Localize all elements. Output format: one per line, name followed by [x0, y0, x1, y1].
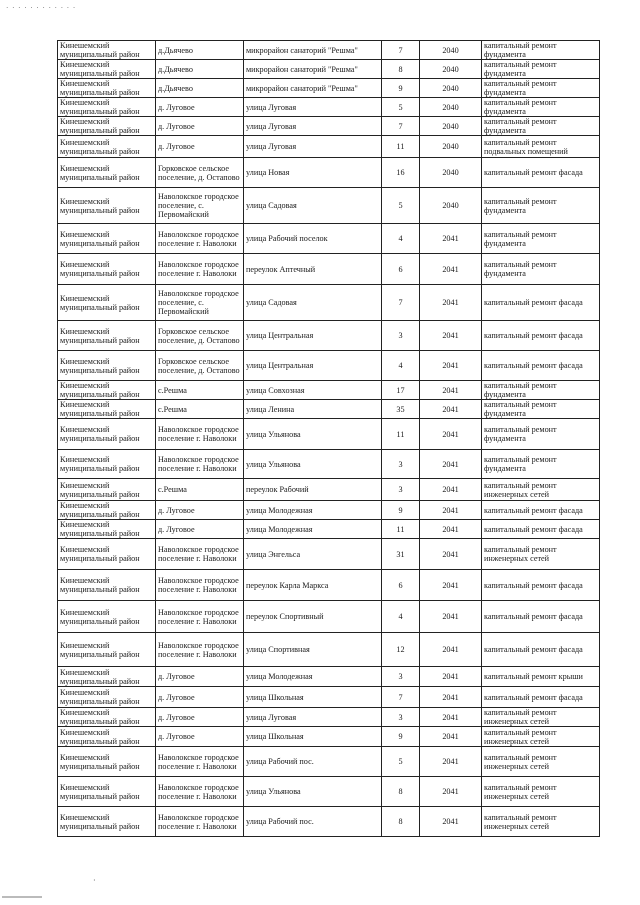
cell-house-number: 4	[382, 224, 420, 254]
cell-municipality: Кинешемский муниципальный район	[58, 419, 156, 450]
cell-settlement: д. Луговое	[156, 136, 244, 158]
cell-work-type: капитальный ремонт фасада	[482, 285, 600, 321]
cell-street: микрорайон санаторий "Решма"	[244, 79, 382, 98]
cell-municipality: Кинешемский муниципальный район	[58, 747, 156, 777]
cell-street: улица Молодежная	[244, 520, 382, 539]
cell-settlement: Наволокское городское поселение г. Наволоки	[156, 254, 244, 285]
cell-settlement: Наволокское городское поселение г. Наволоки	[156, 601, 244, 633]
cell-municipality: Кинешемский муниципальный район	[58, 60, 156, 79]
cell-work-type: капитальный ремонт инженерных сетей	[482, 807, 600, 837]
cell-work-type: капитальный ремонт фундамента	[482, 188, 600, 224]
table-row	[58, 777, 600, 807]
cell-street: улица Новая	[244, 158, 382, 188]
cell-house-number: 31	[382, 539, 420, 570]
cell-settlement: Наволокское городское поселение, с. Первомайский	[156, 285, 244, 321]
cell-work-type: капитальный ремонт фасада	[482, 351, 600, 381]
cell-year: 2041	[420, 285, 482, 321]
cell-work-type: капитальный ремонт фасада	[482, 687, 600, 708]
cell-year: 2041	[420, 479, 482, 501]
cell-street: улица Энгельса	[244, 539, 382, 570]
cell-municipality: Кинешемский муниципальный район	[58, 479, 156, 501]
footer-mark: ·	[93, 876, 96, 885]
table-row	[58, 136, 600, 158]
cell-settlement: д.Дьячево	[156, 60, 244, 79]
table-row	[58, 381, 600, 400]
cell-house-number: 7	[382, 687, 420, 708]
table-row	[58, 79, 600, 98]
cell-year: 2041	[420, 539, 482, 570]
cell-year: 2041	[420, 727, 482, 747]
cell-municipality: Кинешемский муниципальный район	[58, 400, 156, 419]
cell-house-number: 8	[382, 777, 420, 807]
cell-street: улица Ленина	[244, 400, 382, 419]
cell-street: улица Луговая	[244, 136, 382, 158]
cell-year: 2041	[420, 708, 482, 727]
cell-year: 2040	[420, 158, 482, 188]
cell-work-type: капитальный ремонт фасада	[482, 570, 600, 601]
cell-settlement: д.Дьячево	[156, 79, 244, 98]
table-row	[58, 570, 600, 601]
table-row	[58, 60, 600, 79]
cell-year: 2041	[420, 419, 482, 450]
scan-header-marks: · · · · · · · · · · · ·	[6, 4, 77, 12]
cell-street: улица Молодежная	[244, 667, 382, 687]
cell-street: улица Школьная	[244, 687, 382, 708]
cell-municipality: Кинешемский муниципальный район	[58, 254, 156, 285]
cell-work-type: капитальный ремонт фундамента	[482, 79, 600, 98]
cell-municipality: Кинешемский муниципальный район	[58, 98, 156, 117]
cell-settlement: д. Луговое	[156, 117, 244, 136]
cell-house-number: 7	[382, 285, 420, 321]
cell-work-type: капитальный ремонт фундамента	[482, 400, 600, 419]
cell-municipality: Кинешемский муниципальный район	[58, 285, 156, 321]
cell-work-type: капитальный ремонт инженерных сетей	[482, 708, 600, 727]
cell-street: переулок Рабочий	[244, 479, 382, 501]
cell-house-number: 11	[382, 419, 420, 450]
table-row	[58, 351, 600, 381]
cell-municipality: Кинешемский муниципальный район	[58, 667, 156, 687]
cell-settlement: д. Луговое	[156, 687, 244, 708]
cell-house-number: 7	[382, 117, 420, 136]
cell-house-number: 9	[382, 79, 420, 98]
cell-settlement: Наволокское городское поселение г. Наволоки	[156, 539, 244, 570]
cell-municipality: Кинешемский муниципальный район	[58, 777, 156, 807]
cell-work-type: капитальный ремонт фасада	[482, 158, 600, 188]
cell-street: переулок Аптечный	[244, 254, 382, 285]
cell-municipality: Кинешемский муниципальный район	[58, 501, 156, 520]
cell-settlement: д. Луговое	[156, 727, 244, 747]
cell-municipality: Кинешемский муниципальный район	[58, 807, 156, 837]
cell-street: улица Центральная	[244, 321, 382, 351]
table-row	[58, 727, 600, 747]
cell-house-number: 11	[382, 136, 420, 158]
table-row	[58, 633, 600, 667]
table-row	[58, 285, 600, 321]
cell-settlement: д. Луговое	[156, 667, 244, 687]
cell-year: 2041	[420, 520, 482, 539]
table-row	[58, 539, 600, 570]
cell-settlement: Наволокское городское поселение г. Наволоки	[156, 777, 244, 807]
cell-settlement: д. Луговое	[156, 520, 244, 539]
table-row	[58, 224, 600, 254]
cell-settlement: Горковское сельское поселение, д. Остапово	[156, 351, 244, 381]
cell-house-number: 16	[382, 158, 420, 188]
cell-settlement: Наволокское городское поселение г. Наволоки	[156, 747, 244, 777]
cell-work-type: капитальный ремонт фундамента	[482, 381, 600, 400]
table-row	[58, 520, 600, 539]
cell-settlement: с.Решма	[156, 381, 244, 400]
cell-work-type: капитальный ремонт крыши	[482, 667, 600, 687]
cell-year: 2040	[420, 98, 482, 117]
cell-street: улица Спортивная	[244, 633, 382, 667]
cell-street: улица Рабочий поселок	[244, 224, 382, 254]
cell-municipality: Кинешемский муниципальный район	[58, 79, 156, 98]
cell-settlement: Наволокское городское поселение, с. Первомайский	[156, 188, 244, 224]
cell-settlement: с.Решма	[156, 400, 244, 419]
cell-work-type: капитальный ремонт подвальных помещений	[482, 136, 600, 158]
table-row	[58, 98, 600, 117]
cell-municipality: Кинешемский муниципальный район	[58, 520, 156, 539]
table-row	[58, 807, 600, 837]
cell-house-number: 7	[382, 41, 420, 60]
cell-work-type: капитальный ремонт инженерных сетей	[482, 747, 600, 777]
cell-settlement: д. Луговое	[156, 98, 244, 117]
cell-house-number: 4	[382, 601, 420, 633]
cell-year: 2041	[420, 450, 482, 479]
table-row	[58, 747, 600, 777]
cell-work-type: капитальный ремонт фундамента	[482, 224, 600, 254]
cell-work-type: капитальный ремонт инженерных сетей	[482, 777, 600, 807]
cell-house-number: 3	[382, 708, 420, 727]
cell-year: 2040	[420, 117, 482, 136]
cell-settlement: Наволокское городское поселение г. Наволоки	[156, 807, 244, 837]
cell-municipality: Кинешемский муниципальный район	[58, 188, 156, 224]
cell-house-number: 4	[382, 351, 420, 381]
cell-house-number: 3	[382, 450, 420, 479]
cell-municipality: Кинешемский муниципальный район	[58, 601, 156, 633]
cell-year: 2041	[420, 807, 482, 837]
cell-work-type: капитальный ремонт фундамента	[482, 419, 600, 450]
cell-municipality: Кинешемский муниципальный район	[58, 539, 156, 570]
cell-work-type: капитальный ремонт инженерных сетей	[482, 727, 600, 747]
cell-settlement: д. Луговое	[156, 708, 244, 727]
cell-settlement: Наволокское городское поселение г. Наволоки	[156, 570, 244, 601]
cell-work-type: капитальный ремонт фундамента	[482, 117, 600, 136]
cell-street: переулок Карла Маркса	[244, 570, 382, 601]
table-row	[58, 188, 600, 224]
cell-settlement: Наволокское городское поселение г. Наволоки	[156, 633, 244, 667]
cell-settlement: Наволокское городское поселение г. Наволоки	[156, 419, 244, 450]
table-row	[58, 419, 600, 450]
cell-year: 2041	[420, 351, 482, 381]
cell-settlement: Наволокское городское поселение г. Наволоки	[156, 224, 244, 254]
cell-street: улица Молодежная	[244, 501, 382, 520]
cell-street: улица Центральная	[244, 351, 382, 381]
cell-settlement: д. Луговое	[156, 501, 244, 520]
cell-year: 2041	[420, 687, 482, 708]
cell-municipality: Кинешемский муниципальный район	[58, 687, 156, 708]
cell-work-type: капитальный ремонт фасада	[482, 321, 600, 351]
cell-street: микрорайон санаторий "Решма"	[244, 60, 382, 79]
cell-work-type: капитальный ремонт фундамента	[482, 254, 600, 285]
cell-municipality: Кинешемский муниципальный район	[58, 351, 156, 381]
cell-street: улица Луговая	[244, 117, 382, 136]
cell-work-type: капитальный ремонт фасада	[482, 633, 600, 667]
table-row	[58, 450, 600, 479]
cell-house-number: 3	[382, 667, 420, 687]
cell-municipality: Кинешемский муниципальный район	[58, 381, 156, 400]
table-row	[58, 501, 600, 520]
cell-street: улица Совхозная	[244, 381, 382, 400]
cell-settlement: д.Дьячево	[156, 41, 244, 60]
cell-street: улица Ульянова	[244, 777, 382, 807]
cell-street: улица Садовая	[244, 285, 382, 321]
table-row	[58, 321, 600, 351]
table-row	[58, 400, 600, 419]
cell-street: переулок Спортивный	[244, 601, 382, 633]
cell-street: улица Луговая	[244, 98, 382, 117]
cell-work-type: капитальный ремонт фундамента	[482, 450, 600, 479]
cell-work-type: капитальный ремонт фасада	[482, 501, 600, 520]
cell-year: 2040	[420, 41, 482, 60]
cell-house-number: 6	[382, 570, 420, 601]
cell-year: 2040	[420, 60, 482, 79]
table-row	[58, 667, 600, 687]
cell-municipality: Кинешемский муниципальный район	[58, 450, 156, 479]
cell-municipality: Кинешемский муниципальный район	[58, 570, 156, 601]
cell-year: 2041	[420, 254, 482, 285]
cell-municipality: Кинешемский муниципальный район	[58, 633, 156, 667]
cell-street: улица Школьная	[244, 727, 382, 747]
cell-year: 2041	[420, 321, 482, 351]
cell-house-number: 11	[382, 520, 420, 539]
cell-municipality: Кинешемский муниципальный район	[58, 117, 156, 136]
table-row	[58, 601, 600, 633]
cell-settlement: Горковское сельское поселение, д. Остапово	[156, 321, 244, 351]
cell-work-type: капитальный ремонт фасада	[482, 601, 600, 633]
cell-street: улица Ульянова	[244, 450, 382, 479]
cell-street: улица Луговая	[244, 708, 382, 727]
cell-year: 2041	[420, 747, 482, 777]
cell-year: 2041	[420, 400, 482, 419]
cell-house-number: 5	[382, 98, 420, 117]
cell-municipality: Кинешемский муниципальный район	[58, 158, 156, 188]
cell-year: 2041	[420, 777, 482, 807]
cell-street: улица Садовая	[244, 188, 382, 224]
cell-work-type: капитальный ремонт инженерных сетей	[482, 539, 600, 570]
cell-work-type: капитальный ремонт фундамента	[482, 41, 600, 60]
cell-house-number: 9	[382, 501, 420, 520]
cell-house-number: 17	[382, 381, 420, 400]
cell-year: 2040	[420, 79, 482, 98]
scan-edge-mark	[2, 896, 42, 898]
cell-street: улица Ульянова	[244, 419, 382, 450]
table-row	[58, 479, 600, 501]
cell-municipality: Кинешемский муниципальный район	[58, 136, 156, 158]
table-row	[58, 687, 600, 708]
cell-house-number: 5	[382, 188, 420, 224]
cell-municipality: Кинешемский муниципальный район	[58, 321, 156, 351]
cell-street: улица Рабочий пос.	[244, 807, 382, 837]
cell-street: микрорайон санаторий "Решма"	[244, 41, 382, 60]
cell-year: 2041	[420, 667, 482, 687]
cell-house-number: 12	[382, 633, 420, 667]
cell-work-type: капитальный ремонт инженерных сетей	[482, 479, 600, 501]
cell-house-number: 8	[382, 807, 420, 837]
cell-settlement: Горковское сельское поселение, д. Остапово	[156, 158, 244, 188]
cell-municipality: Кинешемский муниципальный район	[58, 727, 156, 747]
cell-house-number: 35	[382, 400, 420, 419]
cell-year: 2040	[420, 136, 482, 158]
cell-year: 2041	[420, 633, 482, 667]
cell-work-type: капитальный ремонт фундамента	[482, 98, 600, 117]
cell-settlement: Наволокское городское поселение г. Наволоки	[156, 450, 244, 479]
housing-repair-table	[57, 40, 600, 837]
cell-street: улица Рабочий пос.	[244, 747, 382, 777]
cell-house-number: 3	[382, 479, 420, 501]
table-row	[58, 708, 600, 727]
cell-year: 2041	[420, 381, 482, 400]
cell-municipality: Кинешемский муниципальный район	[58, 708, 156, 727]
cell-year: 2041	[420, 601, 482, 633]
cell-house-number: 3	[382, 321, 420, 351]
cell-work-type: капитальный ремонт фасада	[482, 520, 600, 539]
cell-year: 2041	[420, 501, 482, 520]
cell-municipality: Кинешемский муниципальный район	[58, 41, 156, 60]
cell-house-number: 6	[382, 254, 420, 285]
cell-house-number: 9	[382, 727, 420, 747]
cell-settlement: с.Решма	[156, 479, 244, 501]
cell-year: 2041	[420, 224, 482, 254]
cell-work-type: капитальный ремонт фундамента	[482, 60, 600, 79]
table-body	[58, 41, 600, 837]
cell-year: 2041	[420, 570, 482, 601]
cell-house-number: 5	[382, 747, 420, 777]
cell-municipality: Кинешемский муниципальный район	[58, 224, 156, 254]
table-row	[58, 158, 600, 188]
table-row	[58, 254, 600, 285]
table-row	[58, 117, 600, 136]
cell-house-number: 8	[382, 60, 420, 79]
cell-year: 2040	[420, 188, 482, 224]
table-row	[58, 41, 600, 60]
